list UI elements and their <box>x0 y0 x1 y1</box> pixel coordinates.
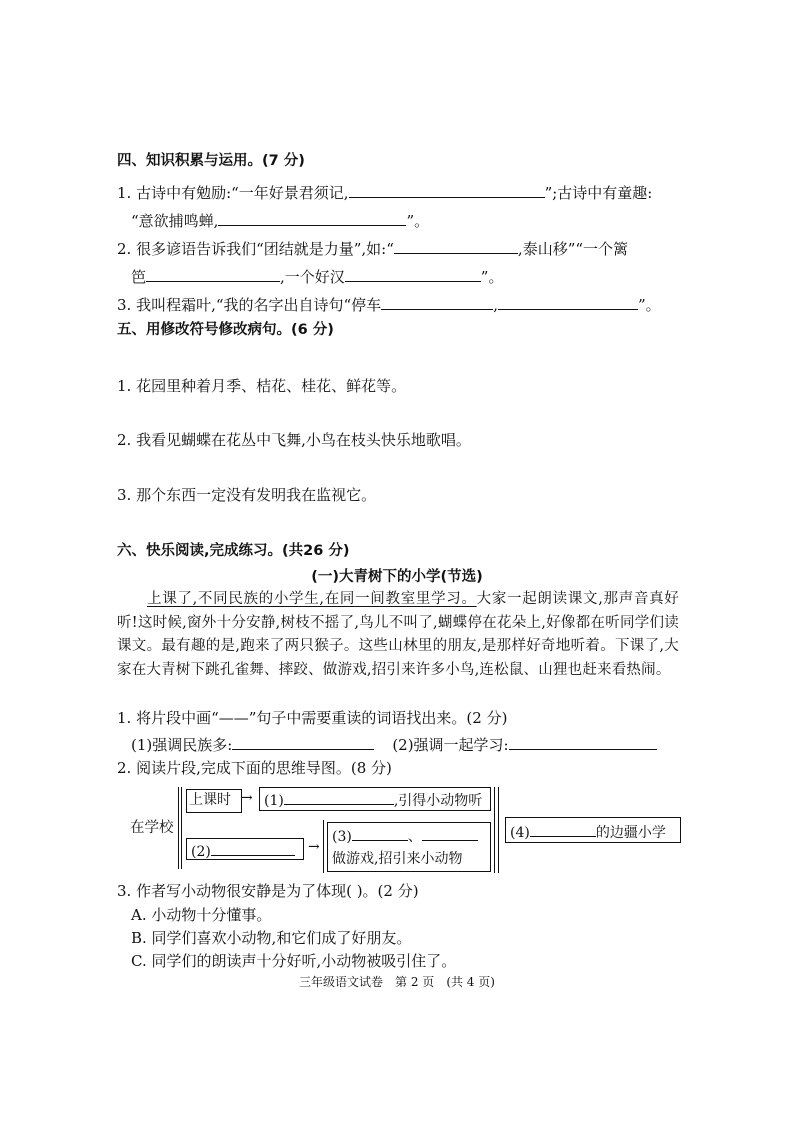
branch-3-label: (3) <box>332 829 352 845</box>
passage-underlined-sentence: 上课了,不同民族的小学生,在同一间教室里学习。 <box>147 591 477 607</box>
section6-q3: 3. 作者写小动物很安静是为了体现( )。(2 分) <box>117 882 419 900</box>
section6-q1-parts <box>131 733 657 755</box>
section4-q3 <box>117 293 661 315</box>
q2-text-d: ,一个好汉 <box>280 268 345 286</box>
mindmap-bracket-inner <box>181 787 182 869</box>
answer-blank[interactable] <box>530 822 596 837</box>
answer-blank[interactable] <box>218 209 406 226</box>
q1-part1-label: (1)强调民族多: <box>131 736 233 754</box>
section5-item-2: 2. 我看见蝴蝶在花丛中飞舞,小鸟在枝头快乐地歌唱。 <box>117 431 471 449</box>
mindmap-right-bracket-inner <box>498 787 499 873</box>
section5-item-1: 1. 花园里种着月季、桔花、桂花、鲜花等。 <box>117 377 407 395</box>
section6-heading: 六、快乐阅读,完成练习。(共26 分) <box>117 543 350 559</box>
answer-blank[interactable] <box>509 733 657 750</box>
option-a[interactable]: A. 小动物十分懂事。 <box>131 906 272 924</box>
q3-text-c: ”。 <box>637 296 661 314</box>
footer-page-number: 第 2 页 <box>395 975 435 989</box>
q3-text-a: 3. 我叫程霜叶,“我的名字出自诗句“停车 <box>117 296 382 314</box>
arrow-icon: → <box>308 839 320 855</box>
answer-blank[interactable] <box>498 293 638 310</box>
section6-q2: 2. 阅读片段,完成下面的思维导图。(8 分) <box>117 759 392 777</box>
answer-blank[interactable] <box>232 733 374 750</box>
section4-q1-line1 <box>117 181 652 203</box>
answer-blank[interactable] <box>394 237 518 254</box>
section6-q1: 1. 将片段中画“——”句子中需要重读的词语找出来。(2 分) <box>117 709 508 727</box>
section5-heading: 五、用修改符号修改病句。(6 分) <box>117 322 334 338</box>
answer-blank[interactable] <box>345 265 481 282</box>
branch-2-label: (2) <box>191 844 211 860</box>
q1-part2-label: (2)强调一起学习: <box>392 736 509 754</box>
branch-4-tail: 的边疆小学 <box>595 825 666 841</box>
q2-text-c: 笆 <box>131 268 147 286</box>
answer-blank[interactable] <box>211 841 295 856</box>
q3-text-b: , <box>493 296 498 314</box>
option-c[interactable]: C. 同学们的朗读声十分好听,小动物被吸引住了。 <box>131 952 457 970</box>
mindmap-branch-1 <box>259 787 491 811</box>
mindmap-root: 在学校 <box>130 820 174 836</box>
mindmap-bracket <box>178 787 179 869</box>
q1-text-b: ”;古诗中有童趣: <box>544 184 653 202</box>
branch-3-sep: 、 <box>407 829 422 845</box>
section4-q2-line1 <box>117 237 628 259</box>
branch-1-tail: ,引得小动物听 <box>393 793 483 809</box>
section4-q2-line2 <box>131 265 503 287</box>
passage-body: 大家一起朗读课文,那声音真好听!这时候,窗外十分安静,树枝不摇了,鸟儿不叫了,蝴蝶停在花朵上,好像都在听同学们读课文。最有趣的是,跑来了两只猴子。这些山林里的朋友,是那样好奇地听着。下课了,大家在大青树下跳孔雀舞、摔跤、做游戏,招引来许多小鸟,连松鼠、山狸也赶来看热闹。 <box>117 591 679 678</box>
reading-passage <box>117 588 679 682</box>
branch-1-label: (1) <box>264 793 284 809</box>
section5-item-3: 3. 那个东西一定没有发明我在监视它。 <box>117 486 377 504</box>
answer-blank[interactable] <box>284 790 394 805</box>
q2-text-e: ”。 <box>480 268 504 286</box>
section4-q1-line2 <box>131 209 429 231</box>
q1-text-d: ”。 <box>406 212 430 230</box>
option-b[interactable]: B. 同学们喜欢小动物,和它们成了好朋友。 <box>131 929 412 947</box>
mindmap-branch-3 <box>327 822 491 872</box>
page-footer <box>0 973 794 990</box>
mindmap-right-bracket <box>494 787 495 873</box>
class-time-label: 上课时 <box>189 792 231 808</box>
mindmap-branch-2 <box>186 838 304 860</box>
passage-title: (一)大青树下的小学(节选) <box>311 569 483 585</box>
mindmap-class-time-box <box>186 789 242 813</box>
q2-text-a: 2. 很多谚语告诉我们“团结就是力量”,如:“ <box>117 240 394 258</box>
branch-4-label: (4) <box>510 825 530 841</box>
branch-3-line2: 做游戏,招引来小动物 <box>332 851 463 867</box>
q1-text-c: “意欲捕鸣蝉, <box>131 212 219 230</box>
answer-blank[interactable] <box>352 826 408 841</box>
q1-text-a: 1. 古诗中有勉励:“一年好景君须记, <box>117 184 349 202</box>
section4-heading: 四、知识积累与运用。(7 分) <box>117 153 305 169</box>
answer-blank[interactable] <box>146 265 280 282</box>
q2-text-b: ,泰山移”“一个篱 <box>517 240 629 258</box>
answer-blank[interactable] <box>349 181 545 198</box>
footer-total-pages: (共 4 页) <box>446 975 495 989</box>
answer-blank[interactable] <box>381 293 493 310</box>
arrow-icon: → <box>241 790 253 806</box>
footer-exam-name: 三年级语文试卷 <box>299 975 384 989</box>
mindmap-branch-4 <box>505 817 681 843</box>
answer-blank[interactable] <box>422 826 478 841</box>
branch-3-bracket <box>323 820 324 873</box>
